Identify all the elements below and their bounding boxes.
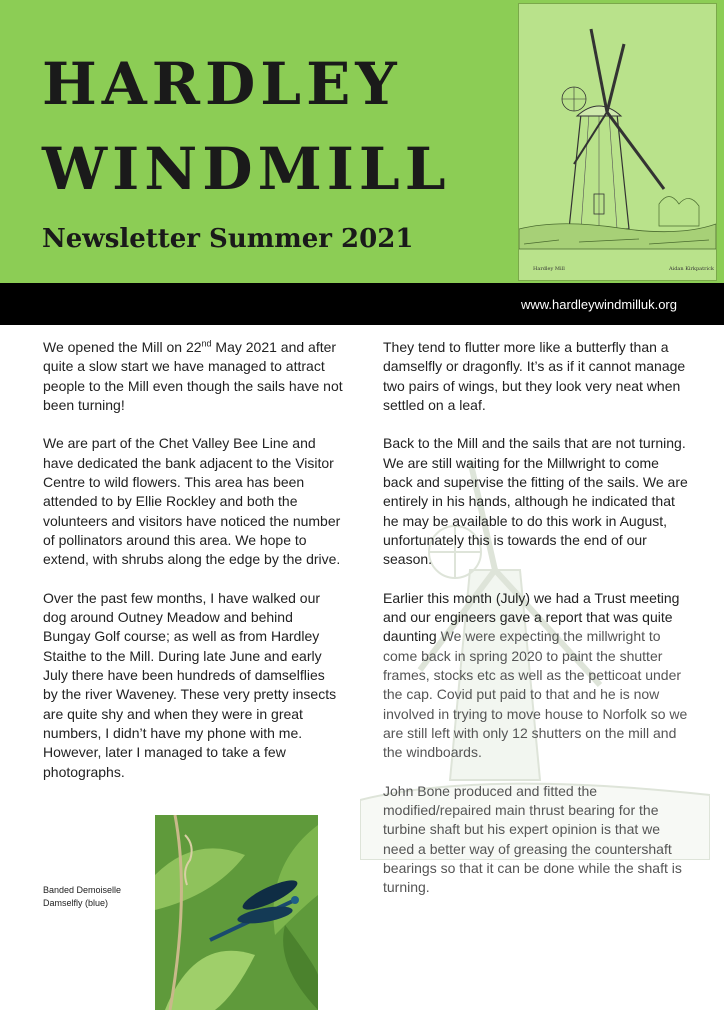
- damselfly-icon: [155, 815, 318, 1010]
- photo-caption: Banded Demoiselle Damselfly (blue): [43, 885, 122, 908]
- p1-superscript: nd: [201, 338, 212, 349]
- right-paragraph-4: John Bone produced and fitted the modified/repaired main thrust bearing for the turbine shaft but his expert opinion is that we need a better way of greasing the countershaft bearings so that it can be done while the shaft is turning.: [383, 782, 682, 896]
- header-banner: [0, 0, 724, 283]
- sketch-caption-left: Hardley Mill: [533, 266, 565, 272]
- p3-text-a: Earlier this month (July) we had a Trust meeting and our engineers gave a report that was quite daunting: [383, 589, 680, 645]
- left-column: [43, 338, 343, 801]
- left-paragraph-1: [43, 338, 343, 415]
- title-line-1: HARDLEY: [42, 50, 402, 118]
- damselfly-photo: [155, 815, 318, 1010]
- right-paragraph-2: Back to the Mill and the sails that are not turning. We are still waiting for the Millwright to come back and supervise the fitting of the sails. We are entirely in his hands, although he indicated that he may be available to do this work in August, unfortunately this is towards the end of our season.: [383, 435, 688, 568]
- left-paragraph-2: We are part of the Chet Valley Bee Line and have dedicated the bank adjacent to the Visitor Centre to wild flowers. This area has been attended to by Ellie Rockley and both the volunteers and visitors have noticed the number of pollinators around this area. We hope to extend, with shrubs along the edge by the drive.: [43, 435, 341, 568]
- right-paragraph-1: They tend to flutter more like a butterfly than a damselfly or dragonfly. It’s as if it cannot manage two pairs of wings, but they look very neat when settled on a leaf.: [383, 339, 686, 413]
- windmill-sketch-icon: [519, 4, 716, 280]
- website-url[interactable]: www.hardleywindmilluk.org: [520, 297, 677, 312]
- title-line-2: WINDMILL: [42, 135, 451, 203]
- p1-text-b: May 2021 and after quite a slow start we have managed to attract people to the Mill even though the sails have not been turning!: [43, 339, 343, 413]
- p3-text-b: We were expecting the millwright to come back in spring 2020 to paint the shutter frames, stocks etc as well as the petticoat under the cap. Covid put paid to that and he is now involved in trying to move house to Norfolk so we are still left with only 12 shutters on the mill and the windboards.: [383, 628, 688, 761]
- right-paragraph-3: [383, 589, 688, 763]
- newsletter-subtitle: Newsletter Summer 2021: [42, 224, 414, 254]
- left-paragraph-3: Over the past few months, I have walked our dog around Outney Meadow and behind Bungay Golf course; as well as from Hardley Staithe to the Mill. During late June and early July there have been hundreds of damselflies by the river Waveney. These very pretty insects are quite shy and when they were in great numbers, I didn’t have my phone with me. However, later I managed to take a few photographs.: [43, 589, 337, 780]
- right-column: [383, 338, 688, 917]
- sketch-caption-right: Aidan Kirkpatrick: [669, 266, 714, 272]
- p1-text-a: We opened the Mill on 22: [43, 339, 202, 355]
- windmill-sketch: [518, 3, 717, 281]
